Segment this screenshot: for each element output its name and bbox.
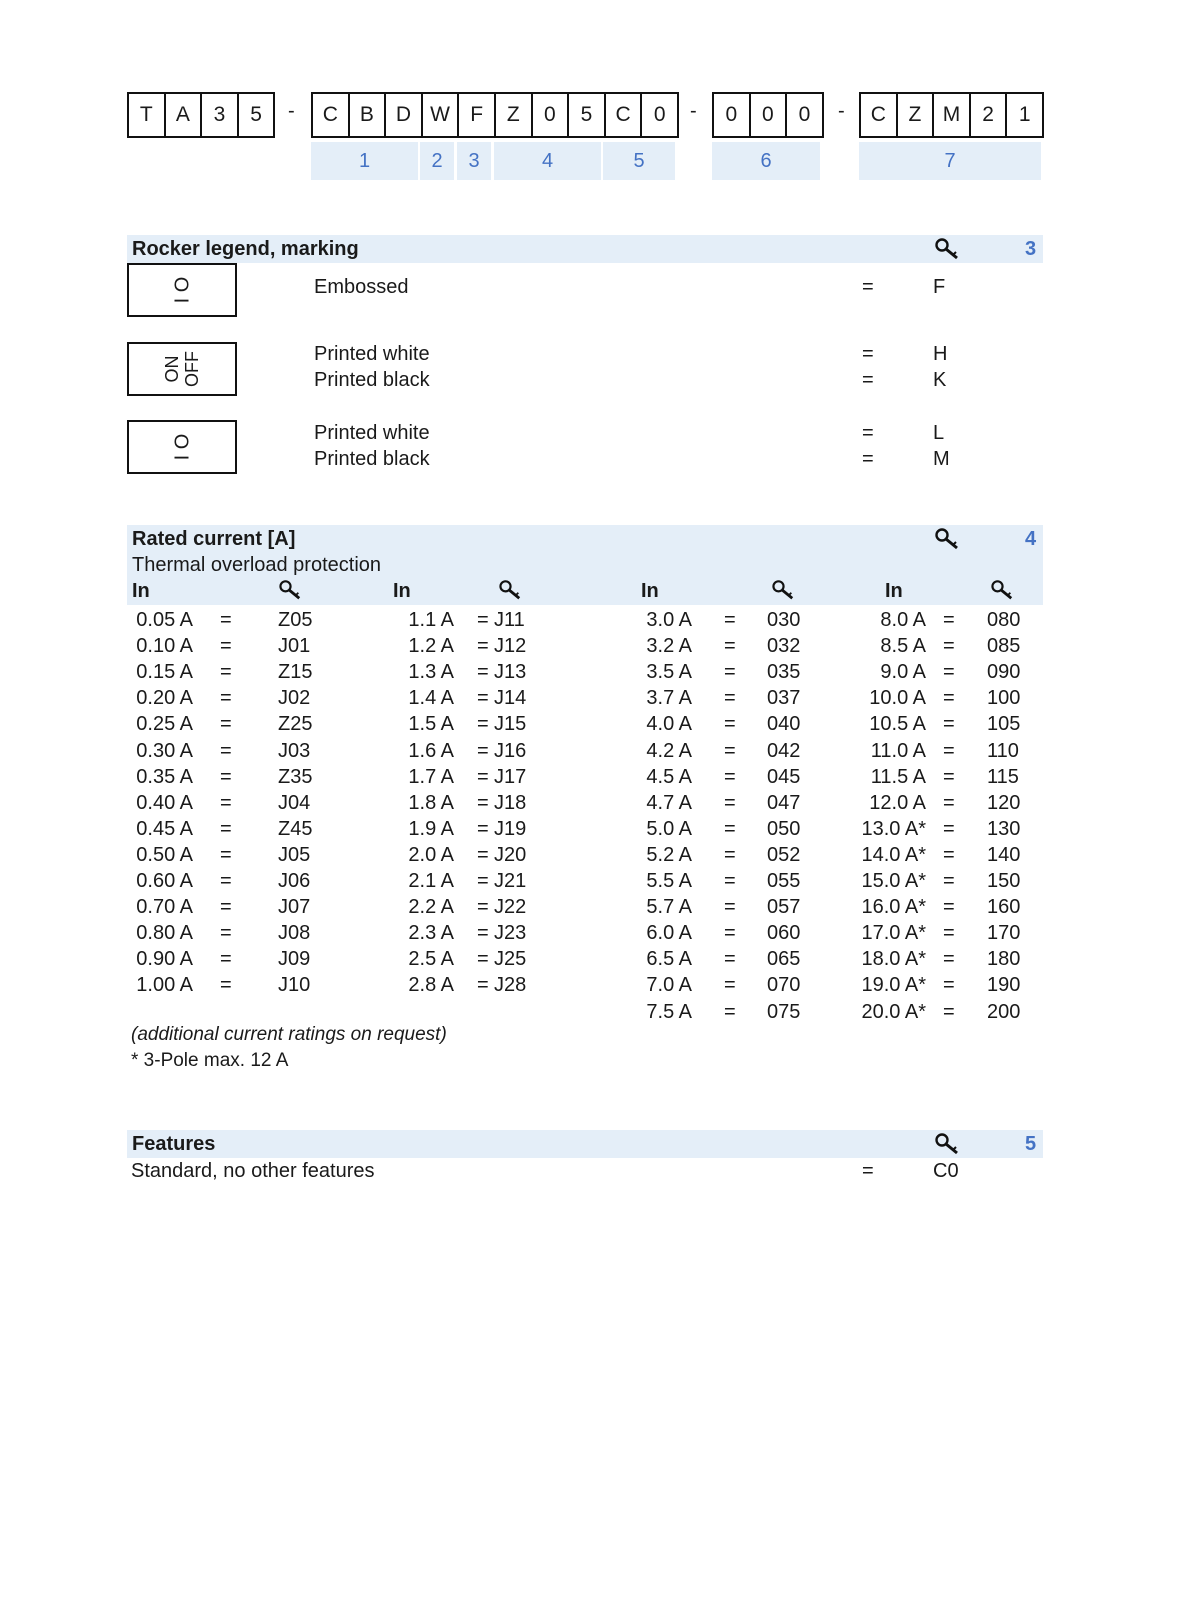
key-icon: [279, 579, 303, 606]
current-value: 0.20 A: [136, 687, 193, 710]
equals-sign: =: [943, 817, 955, 840]
col-header-in: In: [641, 580, 659, 602]
note-3pole: * 3-Pole max. 12 A: [131, 1050, 289, 1071]
rocker-eq: =: [862, 448, 874, 470]
features-number: 5: [1025, 1133, 1037, 1155]
equals-sign: =: [477, 974, 489, 997]
current-code: J21: [494, 870, 527, 892]
current-value: 1.2 A: [408, 635, 454, 658]
equals-sign: =: [724, 817, 736, 840]
current-code: J03: [278, 739, 311, 762]
rated-title: Rated current [A]: [132, 528, 296, 550]
note-additional: (additional current ratings on request): [131, 1024, 447, 1045]
current-value: 6.0 A: [646, 922, 692, 945]
feature-label: Standard, no other features: [131, 1160, 375, 1182]
equals-sign: =: [943, 922, 955, 945]
current-code: J28: [494, 974, 527, 997]
current-value: 9.0 A: [880, 661, 926, 684]
part-char-box: 0: [712, 92, 751, 138]
rated-number: 4: [1025, 528, 1037, 550]
equals-sign: =: [724, 791, 736, 814]
current-code: 160: [987, 896, 1021, 919]
group-4: 4: [494, 142, 601, 180]
equals-sign: =: [220, 765, 232, 788]
current-code: J18: [494, 791, 527, 814]
current-value: 4.7 A: [646, 791, 692, 814]
equals-sign: =: [943, 843, 955, 866]
rocker-code: L: [933, 422, 945, 444]
current-code: 035: [767, 661, 801, 684]
current-value: 10.0 A: [869, 687, 926, 710]
current-code: Z45: [278, 817, 313, 840]
current-code: 052: [767, 843, 801, 866]
current-value: 5.5 A: [646, 870, 692, 892]
equals-sign: =: [220, 791, 232, 814]
part-char-box: 3: [200, 92, 239, 138]
current-code: 030: [767, 609, 801, 631]
part-separator: -: [838, 100, 845, 122]
equals-sign: =: [477, 609, 489, 631]
equals-sign: =: [724, 765, 736, 788]
current-value: 4.5 A: [646, 765, 692, 788]
equals-sign: =: [477, 870, 489, 892]
current-code: Z35: [278, 765, 313, 788]
current-code: J06: [278, 870, 311, 892]
part-char-box: Z: [494, 92, 533, 138]
current-code: 042: [767, 739, 801, 762]
current-value: 1.8 A: [408, 791, 454, 814]
current-code: 050: [767, 817, 801, 840]
features-title: Features: [132, 1133, 216, 1155]
current-value: 0.10 A: [136, 635, 193, 658]
current-value: 0.25 A: [136, 713, 193, 736]
equals-sign: =: [477, 843, 489, 866]
equals-sign: =: [943, 870, 955, 892]
current-value: 2.5 A: [408, 948, 454, 971]
current-value: 1.1 A: [408, 609, 454, 631]
current-value: 0.35 A: [136, 765, 193, 788]
equals-sign: =: [220, 817, 232, 840]
rocker-symbol-text: I O: [170, 433, 193, 461]
current-value: 1.4 A: [408, 687, 454, 710]
current-value: 0.90 A: [136, 948, 193, 971]
equals-sign: =: [724, 635, 736, 658]
features-header: [127, 1130, 1043, 1158]
equals-sign: =: [943, 974, 955, 997]
current-code: 120: [987, 791, 1021, 814]
current-code: J23: [494, 922, 527, 945]
current-value: 11.5 A: [870, 765, 926, 788]
part-char-box: C: [604, 92, 643, 138]
current-code: 085: [987, 635, 1021, 658]
equals-sign: =: [943, 948, 955, 971]
group-2: 2: [420, 142, 454, 180]
group-3: 3: [457, 142, 491, 180]
current-code: 065: [767, 948, 801, 971]
current-value: 0.05 A: [136, 609, 193, 631]
equals-sign: =: [220, 896, 232, 919]
rocker-number: 3: [1025, 238, 1037, 260]
current-value: 0.70 A: [136, 896, 193, 919]
equals-sign: =: [724, 609, 736, 631]
current-code: 047: [767, 791, 801, 814]
rocker-eq: =: [862, 276, 874, 298]
rocker-label: Printed black: [314, 369, 430, 391]
part-char-box: D: [384, 92, 423, 138]
equals-sign: =: [477, 661, 489, 684]
equals-sign: =: [477, 948, 489, 971]
current-value: 0.60 A: [136, 870, 193, 892]
equals-sign: =: [220, 870, 232, 892]
current-value: 0.40 A: [136, 791, 193, 814]
group-7: 7: [859, 142, 1041, 180]
current-value: 4.2 A: [646, 739, 692, 762]
current-code: 190: [987, 974, 1021, 997]
current-value: 2.8 A: [408, 974, 454, 997]
rocker-label: Printed black: [314, 448, 430, 470]
current-value: 0.15 A: [136, 661, 193, 684]
current-code: 110: [987, 739, 1019, 762]
equals-sign: =: [724, 870, 736, 892]
current-code: 055: [767, 870, 801, 892]
current-code: J02: [278, 687, 311, 710]
feature-eq: =: [862, 1160, 874, 1182]
equals-sign: =: [477, 635, 489, 658]
rocker-label: Printed white: [314, 422, 430, 444]
current-code: Z25: [278, 713, 313, 736]
rocker-code: M: [933, 448, 950, 470]
equals-sign: =: [477, 896, 489, 919]
rocker-eq: =: [862, 369, 874, 391]
current-value: 1.6 A: [408, 739, 454, 762]
current-code: J08: [278, 922, 311, 945]
equals-sign: =: [220, 948, 232, 971]
rocker-label: Printed white: [314, 343, 430, 365]
current-value: 8.5 A: [880, 635, 926, 658]
part-char-box: 2: [969, 92, 1008, 138]
equals-sign: =: [220, 687, 232, 710]
current-code: J01: [278, 635, 311, 658]
equals-sign: =: [943, 896, 955, 919]
part-char-box: 1: [1005, 92, 1044, 138]
rated-subtitle: Thermal overload protection: [132, 554, 382, 576]
rocker-symbol-text: ON OFF: [162, 351, 202, 387]
equals-sign: =: [220, 843, 232, 866]
current-value: 6.5 A: [646, 948, 692, 971]
current-value: 2.3 A: [408, 922, 454, 945]
part-char-box: W: [421, 92, 460, 138]
current-code: 150: [987, 870, 1021, 892]
equals-sign: =: [220, 974, 232, 997]
current-code: 200: [987, 1000, 1021, 1023]
part-char-box: C: [859, 92, 898, 138]
current-code: Z15: [278, 661, 313, 684]
current-code: J20: [494, 843, 527, 866]
equals-sign: =: [724, 922, 736, 945]
current-value: 18.0 A*: [861, 948, 926, 971]
current-value: 14.0 A*: [861, 843, 926, 866]
current-value: 2.0 A: [408, 843, 454, 866]
rated-header: [127, 525, 1043, 605]
current-code: 057: [767, 896, 801, 919]
equals-sign: =: [220, 661, 232, 684]
equals-sign: =: [724, 896, 736, 919]
current-value: 5.7 A: [646, 896, 692, 919]
current-value: 0.50 A: [136, 843, 193, 866]
current-value: 2.2 A: [408, 896, 454, 919]
current-value: 8.0 A: [880, 609, 926, 631]
current-code: J15: [494, 713, 527, 736]
part-char-box: A: [164, 92, 203, 138]
equals-sign: =: [477, 765, 489, 788]
rocker-code: H: [933, 343, 948, 365]
key-icon: [935, 1132, 961, 1161]
current-code: 040: [767, 713, 801, 736]
current-value: 0.80 A: [136, 922, 193, 945]
part-char-box: T: [127, 92, 166, 138]
current-code: J19: [494, 817, 527, 840]
part-char-box: 5: [237, 92, 276, 138]
current-value: 5.0 A: [646, 817, 692, 840]
current-value: 1.00 A: [136, 974, 193, 997]
equals-sign: =: [943, 739, 955, 762]
equals-sign: =: [724, 739, 736, 762]
equals-sign: =: [477, 817, 489, 840]
current-code: J14: [494, 687, 527, 710]
current-code: 140: [987, 843, 1021, 866]
part-char-box: B: [348, 92, 387, 138]
equals-sign: =: [724, 843, 736, 866]
equals-sign: =: [724, 713, 736, 736]
rocker-code: F: [933, 276, 946, 298]
current-value: 0.45 A: [136, 817, 193, 840]
equals-sign: =: [943, 609, 955, 631]
current-code: J22: [494, 896, 527, 919]
group-5: 5: [603, 142, 675, 180]
equals-sign: =: [724, 948, 736, 971]
equals-sign: =: [943, 635, 955, 658]
feature-code: C0: [933, 1160, 959, 1182]
current-value: 3.0 A: [646, 609, 692, 631]
part-char-box: 0: [749, 92, 788, 138]
current-code: J09: [278, 948, 311, 971]
current-value: 16.0 A*: [861, 896, 926, 919]
current-value: 4.0 A: [646, 713, 692, 736]
current-value: 3.5 A: [646, 661, 692, 684]
current-code: 180: [987, 948, 1021, 971]
current-code: J25: [494, 948, 527, 971]
equals-sign: =: [220, 739, 232, 762]
key-icon: [991, 579, 1015, 606]
rocker-symbol-1: [127, 263, 237, 317]
group-1: 1: [311, 142, 418, 180]
current-code: 170: [987, 922, 1021, 945]
current-value: 13.0 A*: [861, 817, 926, 840]
current-code: 100: [987, 687, 1021, 710]
part-char-box: C: [311, 92, 350, 138]
current-code: 105: [987, 713, 1021, 736]
equals-sign: =: [724, 661, 736, 684]
equals-sign: =: [477, 687, 489, 710]
current-value: 15.0 A*: [861, 870, 926, 892]
part-char-box: 5: [567, 92, 606, 138]
group-6: 6: [712, 142, 820, 180]
current-value: 1.3 A: [408, 661, 454, 684]
rocker-symbol-2: [127, 342, 237, 396]
equals-sign: =: [477, 713, 489, 736]
equals-sign: =: [220, 713, 232, 736]
current-value: 19.0 A*: [861, 974, 926, 997]
equals-sign: =: [477, 922, 489, 945]
current-value: 1.7 A: [408, 765, 454, 788]
current-code: J17: [494, 765, 527, 788]
equals-sign: =: [943, 765, 955, 788]
equals-sign: =: [724, 974, 736, 997]
rocker-code: K: [933, 369, 947, 391]
current-code: 032: [767, 635, 801, 658]
current-code: J10: [278, 974, 311, 997]
part-char-box: 0: [531, 92, 570, 138]
part-char-box: F: [457, 92, 496, 138]
equals-sign: =: [943, 791, 955, 814]
current-code: 045: [767, 765, 801, 788]
current-code: J04: [278, 791, 311, 814]
rocker-eq: =: [862, 422, 874, 444]
current-value: 3.7 A: [646, 687, 692, 710]
current-value: 12.0 A: [869, 791, 926, 814]
key-icon: [935, 237, 961, 266]
equals-sign: =: [943, 1000, 955, 1023]
current-value: 10.5 A: [869, 713, 926, 736]
part-char-box: M: [932, 92, 971, 138]
part-separator: -: [288, 100, 295, 122]
col-header-in: In: [885, 580, 903, 602]
current-code: J11: [494, 609, 525, 631]
current-value: 5.2 A: [646, 843, 692, 866]
current-code: 130: [987, 817, 1021, 840]
current-code: J12: [494, 635, 527, 658]
current-value: 1.5 A: [408, 713, 454, 736]
rocker-title: Rocker legend, marking: [132, 238, 359, 260]
current-code: J07: [278, 896, 311, 919]
current-code: 070: [767, 974, 801, 997]
equals-sign: =: [943, 713, 955, 736]
key-icon: [935, 527, 961, 556]
equals-sign: =: [220, 635, 232, 658]
equals-sign: =: [943, 661, 955, 684]
rocker-eq: =: [862, 343, 874, 365]
current-code: 080: [987, 609, 1021, 631]
part-separator: -: [690, 100, 697, 122]
current-value: 7.0 A: [646, 974, 692, 997]
current-code: 090: [987, 661, 1021, 684]
rocker-symbol-text: I O: [170, 276, 193, 304]
current-value: 17.0 A*: [861, 922, 926, 945]
current-value: 3.2 A: [646, 635, 692, 658]
current-value: 0.30 A: [136, 739, 193, 762]
current-value: 7.5 A: [646, 1000, 692, 1023]
current-value: 20.0 A*: [861, 1000, 926, 1023]
key-icon: [499, 579, 523, 606]
current-code: J05: [278, 843, 311, 866]
part-char-box: 0: [640, 92, 679, 138]
equals-sign: =: [477, 791, 489, 814]
current-code: J16: [494, 739, 527, 762]
equals-sign: =: [477, 739, 489, 762]
rocker-symbol-3: [127, 420, 237, 474]
current-code: 060: [767, 922, 801, 945]
current-code: Z05: [278, 609, 313, 631]
key-icon: [772, 579, 796, 606]
rocker-label: Embossed: [314, 276, 409, 298]
current-code: J13: [494, 661, 527, 684]
current-value: 2.1 A: [408, 870, 454, 892]
current-value: 1.9 A: [408, 817, 454, 840]
current-code: 115: [987, 765, 1019, 788]
equals-sign: =: [724, 1000, 736, 1023]
current-code: 037: [767, 687, 801, 710]
equals-sign: =: [220, 609, 232, 631]
equals-sign: =: [220, 922, 232, 945]
rocker-header: [127, 235, 1043, 263]
col-header-in: In: [132, 580, 150, 602]
current-code: 075: [767, 1000, 801, 1023]
col-header-in: In: [393, 580, 411, 602]
equals-sign: =: [943, 687, 955, 710]
part-char-box: Z: [896, 92, 935, 138]
part-char-box: 0: [785, 92, 824, 138]
equals-sign: =: [724, 687, 736, 710]
current-value: 11.0 A: [870, 739, 926, 762]
